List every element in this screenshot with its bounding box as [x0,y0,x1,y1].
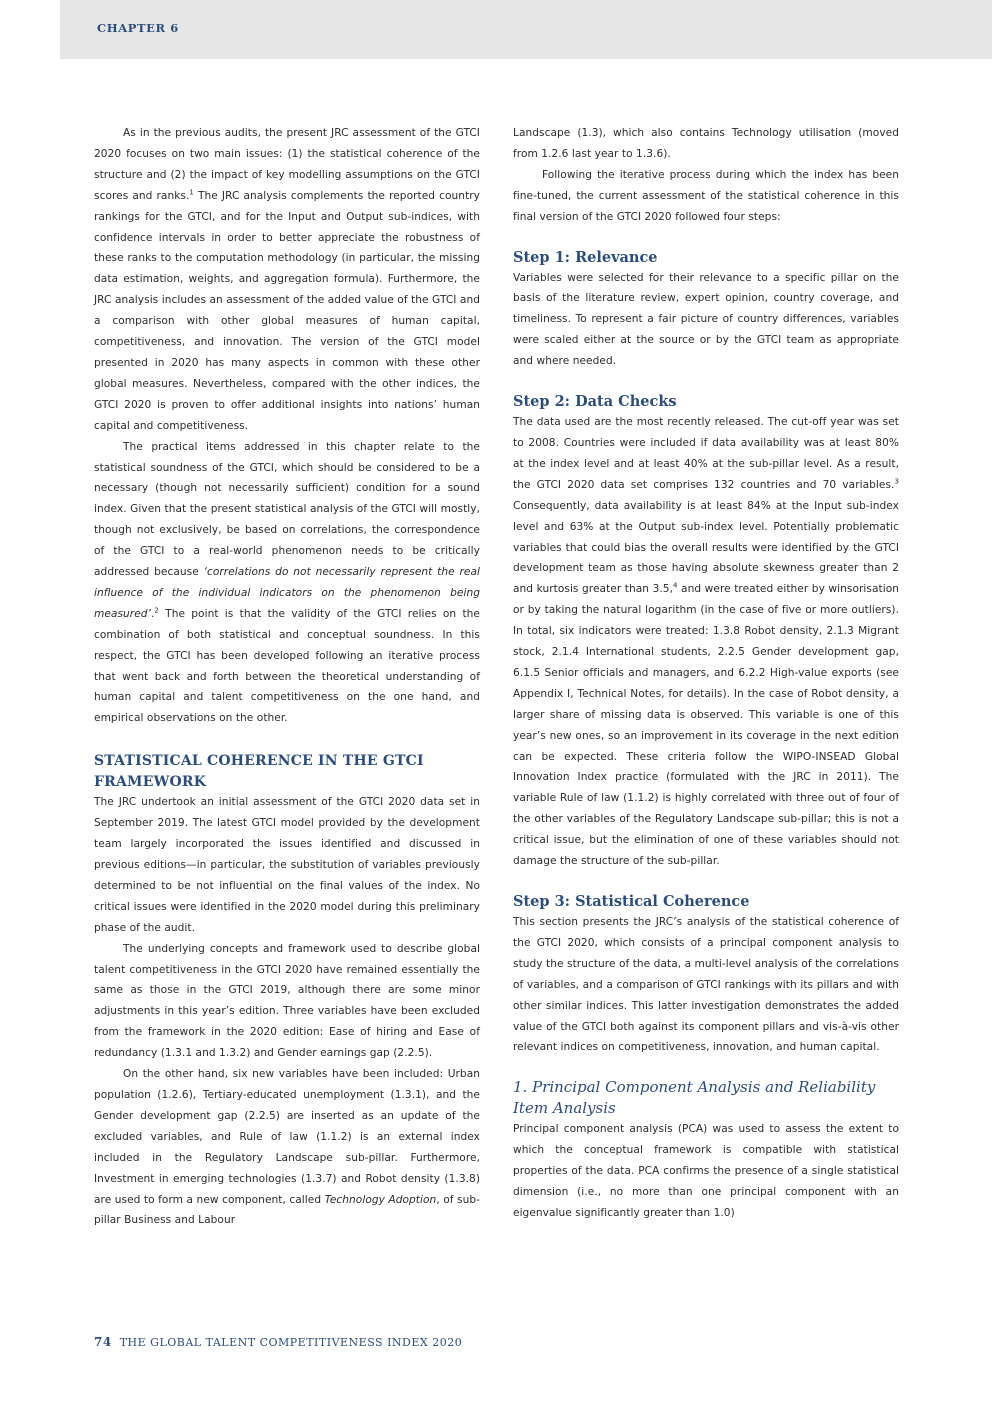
section-heading: STATISTICAL COHERENCE IN THE GTCI FRAMEWORK [94,753,424,790]
publication-title: THE GLOBAL TALENT COMPETITIVENESS INDEX 2020 [119,1336,463,1349]
paragraph: The data used are the most recently released. The cut-off year was set to 2008. Countries were included if data availability was at least 80% at the index level and at least 40% at the sub-pillar level. As a result, the GTCI 2020 data set comprises 132 countries and 70 variables.$^3$ Consequently, data availability is at least 84% at the Input sub-index level and 63% at the Output sub-index level. Potentially problematic variables that could bias the overall results were identified by the GTCI development team as those having absolute skewness greater than 2 and kurtosis greater than 3.5,$^4$ and were treated either by winsorisation or by taking the natural logarithm (in the case of five or more outliers). In total, six indicators were treated: 1.3.8 Robot density, 2.1.3 Migrant stock, 2.1.4 International students, 2.2.5 Gender development gap, 6.1.5 Senior officials and managers, and 6.2.2 High-value exports (see Appendix I, Technical Notes, for details). In the case of Robot density, a larger share of missing data is observed. This variable is one of this year’s new ones, so an improvement in its coverage in the next edition can be expected. These criteria follow the WIPO-INSEAD Global Innovation Index practice (formulated with the JRC in 2011). The variable Rule of law (1.1.2) is highly correlated with three out of four of the other variables of the Regulatory Landscape sub-pillar; this is not a critical issue, but the elimination of one of these variables should not damage the structure of the sub-pillar. [513,416,899,868]
quotation: ‘correlations do not necessarily represent the real influence of the individual indicators on the phenomenon being measured’ [94,566,480,620]
paragraph: This section presents the JRC’s analysis of the statistical coherence of the GTCI 2020, which consists of a principal component analysis to study the structure of the data, a multi-level analysis of the correlations of variables, and a comparison of GTCI rankings with its pillars and with other similar indices. This latter investigation demonstrates the added value of the GTCI both against its component pillars and vis-à-vis other relevant indices on competitiveness, innovation, and human capital. [513,916,899,1054]
step-2-heading: Step 2: Data Checks [513,393,677,411]
page-number: 74 [94,1335,112,1349]
page-footer [94,1335,462,1349]
footnote-ref: 4 [673,581,678,590]
step-1-heading: Step 1: Relevance [513,248,658,266]
paragraph: On the other hand, six new variables have been included: Urban population (1.2.6), Tertiary-educated unemployment (1.3.1), and the Gender development gap (2.2.5) are inserted as an update of the excluded variables, and Rule of law (1.1.2) is an external index included in the Regulatory Landscape sub-pillar. Furthermore, Investment in emerging technologies (1.3.7) and Robot density (1.3.8) are used to form a new component, called Technology Adoption, of sub-pillar Business and Labour [94,1068,480,1227]
paragraph: Principal component analysis (PCA) was used to assess the extent to which the conceptual framework is compatible with statistical properties of the data. PCA confirms the presence of a single statistical dimension (i.e., no more than one principal component with an eigenvalue significantly greater than 1.0) [513,1123,899,1219]
footnote-ref: 3 [894,477,899,486]
paragraph: Landscape (1.3), which also contains Technology utilisation (moved from 1.2.6 last year to 1.3.6). [513,127,899,160]
chapter-label: CHAPTER 6 [97,21,179,35]
left-column [94,123,480,1231]
paragraph: The practical items addressed in this chapter relate to the statistical soundness of the GTCI, which should be considered to be a necessary (though not necessarily sufficient) condition for a sound index. Given that the present statistical analysis of the GTCI will mostly, though not exclusively, be based on correlations, the correspondence of the GTCI to a real-world phenomenon needs to be critically addressed because ‘correlations do not necessarily represent the real influence of the individual indicators on the phenomenon being measured’.$^2$ The point is that the validity of the GTCI relies on the combination of both statistical and conceptual soundness. In this respect, the GTCI has been developed following an iterative process that went back and forth between the theoretical understanding of human capital and talent competitiveness on the one hand, and empirical observations on the other. [94,440,480,725]
right-column [513,123,899,1224]
step-3-heading: Step 3: Statistical Coherence [513,893,750,910]
paragraph: The JRC undertook an initial assessment of the GTCI 2020 data set in September 2019. The latest GTCI model provided by the development team largely incorporated the issues identified and discussed in previous editions—in particular, the substitution of variables previously determined to be not influential on the final values of the index. No critical issues were identified in the 2020 model during this preliminary phase of the audit. [94,796,480,934]
footnote-ref: 1 [189,188,194,197]
footnote-ref: 2 [154,606,159,615]
chapter-header-band [60,0,992,59]
paragraph: Following the iterative process during which the index has been fine-tuned, the current assessment of the statistical coherence in this final version of the GTCI 2020 followed four steps: [513,168,899,223]
subsection-heading: 1. Principal Component Analysis and Reliability Item Analysis [513,1078,876,1118]
paragraph: Variables were selected for their relevance to a specific pillar on the basis of the literature review, expert opinion, country coverage, and timeliness. To represent a fair picture of country differences, variables were scaled either at the source or by the GTCI team as appropriate and where needed. [513,271,899,368]
paragraph: As in the previous audits, the present JRC assessment of the GTCI 2020 focuses on two main issues: (1) the statistical coherence of the structure and (2) the impact of key modelling assumptions on the GTCI scores and ranks.$^1$ The JRC analysis complements the reported country rankings for the GTCI, and for the Input and Output sub-indices, with confidence intervals in order to better appreciate the robustness of these ranks to the computation methodology (in particular, the missing data estimation, weights, and aggregation formula). Furthermore, the JRC analysis includes an assessment of the added value of the GTCI and a comparison with other global measures of human capital, competitiveness, and innovation. The version of the GTCI model presented in 2020 has many aspects in common with these other global measures. Nevertheless, compared with the other indices, the GTCI 2020 is proven to offer additional insights into nations’ human capital and competitiveness. [94,127,480,432]
paragraph: The underlying concepts and framework used to describe global talent competitiveness in the GTCI 2020 have remained essentially the same as those in the GTCI 2019, although there are some minor adjustments in this year’s edition. Three variables have been excluded from the framework in the 2020 edition: Ease of hiring and Ease of redundancy (1.3.1 and 1.3.2) and Gender earnings gap (2.2.5). [94,942,480,1060]
